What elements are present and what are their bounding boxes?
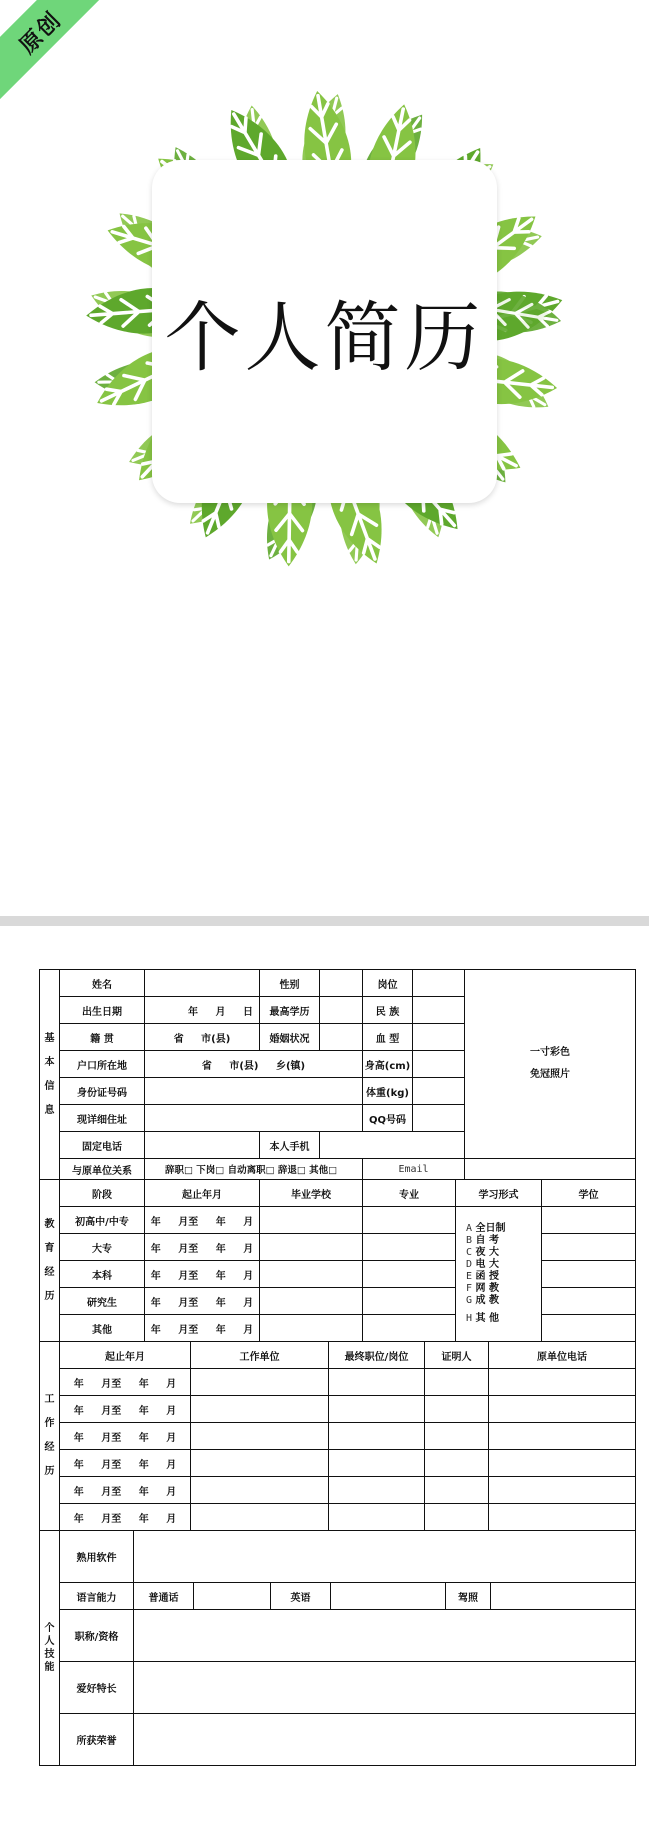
work-phone[interactable] (489, 1477, 636, 1504)
edu-school[interactable] (260, 1288, 363, 1315)
work-employer[interactable] (191, 1504, 329, 1531)
edu-stage: 研究生 (60, 1288, 145, 1315)
field-honors[interactable] (134, 1714, 636, 1766)
work-period[interactable]: 年 月至 年 月 (60, 1450, 191, 1477)
work-phone[interactable] (489, 1504, 636, 1531)
field-native-place[interactable]: 省 市(县) (145, 1024, 260, 1051)
work-period[interactable]: 年 月至 年 月 (60, 1396, 191, 1423)
edu-header-stage: 阶段 (60, 1180, 145, 1207)
field-id-number[interactable] (145, 1078, 363, 1105)
edu-period[interactable]: 年 月至 年 月 (145, 1207, 260, 1234)
label-language: 语言能力 (60, 1583, 134, 1610)
edu-major[interactable] (363, 1207, 456, 1234)
work-phone[interactable] (489, 1369, 636, 1396)
edu-stage: 初高中/中专 (60, 1207, 145, 1234)
edu-header-school: 毕业学校 (260, 1180, 363, 1207)
work-header-reference: 证明人 (425, 1342, 489, 1369)
edu-major[interactable] (363, 1288, 456, 1315)
cover-title: 个人简历 (164, 293, 485, 382)
label-name: 姓名 (60, 970, 145, 997)
field-position[interactable] (413, 970, 465, 997)
study-mode-item: C 夜 大 (466, 1247, 499, 1258)
label-email: Email (363, 1159, 465, 1180)
label-gender: 性别 (260, 970, 320, 997)
edu-school[interactable] (260, 1207, 363, 1234)
label-height: 身高(cm) (363, 1051, 413, 1078)
label-blood-type: 血 型 (363, 1024, 413, 1051)
field-ethnicity[interactable] (413, 997, 465, 1024)
resume-form (39, 969, 635, 1775)
work-phone[interactable] (489, 1450, 636, 1477)
work-phone[interactable] (489, 1423, 636, 1450)
field-license[interactable] (491, 1583, 636, 1610)
field-marital-status[interactable] (320, 1024, 363, 1051)
label-mandarin: 普通话 (134, 1583, 194, 1610)
study-mode-item: E 函 授 (466, 1271, 499, 1282)
label-license: 驾照 (446, 1583, 491, 1610)
skills-table (39, 1530, 636, 1766)
label-birth-date: 出生日期 (60, 997, 145, 1024)
work-employer[interactable] (191, 1423, 329, 1450)
study-mode-list (456, 1207, 542, 1342)
page-divider (0, 916, 649, 926)
edu-header-mode: 学习形式 (456, 1180, 542, 1207)
label-position: 岗位 (363, 970, 413, 997)
work-title[interactable] (329, 1450, 425, 1477)
edu-stage: 本科 (60, 1261, 145, 1288)
work-period[interactable]: 年 月至 年 月 (60, 1504, 191, 1531)
edu-school[interactable] (260, 1315, 363, 1342)
field-height[interactable] (413, 1051, 465, 1078)
label-id-number: 身份证号码 (60, 1078, 145, 1105)
label-ethnicity: 民 族 (363, 997, 413, 1024)
edu-stage: 大专 (60, 1234, 145, 1261)
section-basic-info: 基 本 信 息 (40, 970, 60, 1180)
study-mode-item: A 全日制 (466, 1223, 506, 1234)
edu-school[interactable] (260, 1261, 363, 1288)
work-header-period: 起止年月 (60, 1342, 191, 1369)
work-header-phone: 原单位电话 (489, 1342, 636, 1369)
work-period[interactable]: 年 月至 年 月 (60, 1423, 191, 1450)
work-period[interactable]: 年 月至 年 月 (60, 1369, 191, 1396)
work-reference[interactable] (425, 1369, 489, 1396)
edu-header-period: 起止年月 (145, 1180, 260, 1207)
work-reference[interactable] (425, 1396, 489, 1423)
field-name[interactable] (145, 970, 260, 997)
edu-degree[interactable] (542, 1261, 636, 1288)
work-header-employer: 工作单位 (191, 1342, 329, 1369)
label-weight: 体重(kg) (363, 1078, 413, 1105)
photo-box[interactable]: 一寸彩色 免冠照片 (465, 970, 636, 1159)
field-title-cert[interactable] (134, 1610, 636, 1662)
edu-major[interactable] (363, 1234, 456, 1261)
cover-title-card (152, 160, 497, 503)
edu-major[interactable] (363, 1261, 456, 1288)
field-address[interactable] (145, 1105, 363, 1132)
work-title[interactable] (329, 1396, 425, 1423)
section-education: 教 育 经 历 (40, 1180, 60, 1342)
edu-degree[interactable] (542, 1207, 636, 1234)
field-software[interactable] (134, 1531, 636, 1583)
work-table (39, 1341, 636, 1531)
work-reference[interactable] (425, 1504, 489, 1531)
work-employer[interactable] (191, 1477, 329, 1504)
label-mobile: 本人手机 (260, 1132, 320, 1159)
work-employer[interactable] (191, 1396, 329, 1423)
label-honors: 所获荣誉 (60, 1714, 134, 1766)
field-blood-type[interactable] (413, 1024, 465, 1051)
edu-period[interactable]: 年 月至 年 月 (145, 1288, 260, 1315)
edu-degree[interactable] (542, 1288, 636, 1315)
edu-degree[interactable] (542, 1234, 636, 1261)
work-employer[interactable] (191, 1450, 329, 1477)
label-software: 熟用软件 (60, 1531, 134, 1583)
label-english: 英语 (271, 1583, 331, 1610)
field-email[interactable] (465, 1159, 636, 1180)
label-highest-education: 最高学历 (260, 997, 320, 1024)
field-weight[interactable] (413, 1078, 465, 1105)
label-relation: 与原单位关系 (60, 1159, 145, 1180)
edu-header-major: 专业 (363, 1180, 456, 1207)
edu-stage: 其他 (60, 1315, 145, 1342)
field-highest-education[interactable] (320, 997, 363, 1024)
work-reference[interactable] (425, 1423, 489, 1450)
education-table (39, 1179, 636, 1342)
field-qq[interactable] (413, 1105, 465, 1132)
label-title-cert: 职称/资格 (60, 1610, 134, 1662)
edu-period[interactable]: 年 月至 年 月 (145, 1261, 260, 1288)
label-address: 现详细住址 (60, 1105, 145, 1132)
label-marital-status: 婚姻状况 (260, 1024, 320, 1051)
field-relation-options[interactable]: 辞职□ 下岗□ 自动离职□ 辞退□ 其他□ (145, 1159, 363, 1180)
work-title[interactable] (329, 1423, 425, 1450)
edu-header-degree: 学位 (542, 1180, 636, 1207)
label-hukou: 户口所在地 (60, 1051, 145, 1078)
edu-degree[interactable] (542, 1315, 636, 1342)
label-hobbies: 爱好特长 (60, 1662, 134, 1714)
study-mode-item: G 成 教 (466, 1295, 499, 1306)
study-mode-item: D 电 大 (466, 1259, 499, 1270)
work-reference[interactable] (425, 1450, 489, 1477)
study-mode-item: F 网 教 (466, 1283, 499, 1294)
field-landline[interactable] (145, 1132, 260, 1159)
label-landline: 固定电话 (60, 1132, 145, 1159)
edu-period[interactable]: 年 月至 年 月 (145, 1315, 260, 1342)
work-title[interactable] (329, 1369, 425, 1396)
label-qq: QQ号码 (363, 1105, 413, 1132)
work-title[interactable] (329, 1504, 425, 1531)
work-title[interactable] (329, 1477, 425, 1504)
edu-school[interactable] (260, 1234, 363, 1261)
field-mobile[interactable] (320, 1132, 465, 1159)
field-hobbies[interactable] (134, 1662, 636, 1714)
edu-period[interactable]: 年 月至 年 月 (145, 1234, 260, 1261)
section-work: 工 作 经 历 (40, 1342, 60, 1531)
study-mode-item: H 其 他 (466, 1313, 499, 1324)
resume-table (39, 969, 636, 1180)
work-reference[interactable] (425, 1477, 489, 1504)
edu-major[interactable] (363, 1315, 456, 1342)
label-native-place: 籍 贯 (60, 1024, 145, 1051)
field-mandarin[interactable] (194, 1583, 271, 1610)
field-birth-date[interactable]: 年 月 日 (145, 997, 260, 1024)
badge-label: 原创 (15, 7, 67, 59)
work-period[interactable]: 年 月至 年 月 (60, 1477, 191, 1504)
field-english[interactable] (331, 1583, 446, 1610)
work-header-title: 最终职位/岗位 (329, 1342, 425, 1369)
work-employer[interactable] (191, 1369, 329, 1396)
work-phone[interactable] (489, 1396, 636, 1423)
field-hukou[interactable]: 省 市(县) 乡(镇) (145, 1051, 363, 1078)
study-mode-item: B 自 考 (466, 1235, 499, 1246)
section-skills: 个 人 技 能 (40, 1531, 60, 1766)
field-gender[interactable] (320, 970, 363, 997)
